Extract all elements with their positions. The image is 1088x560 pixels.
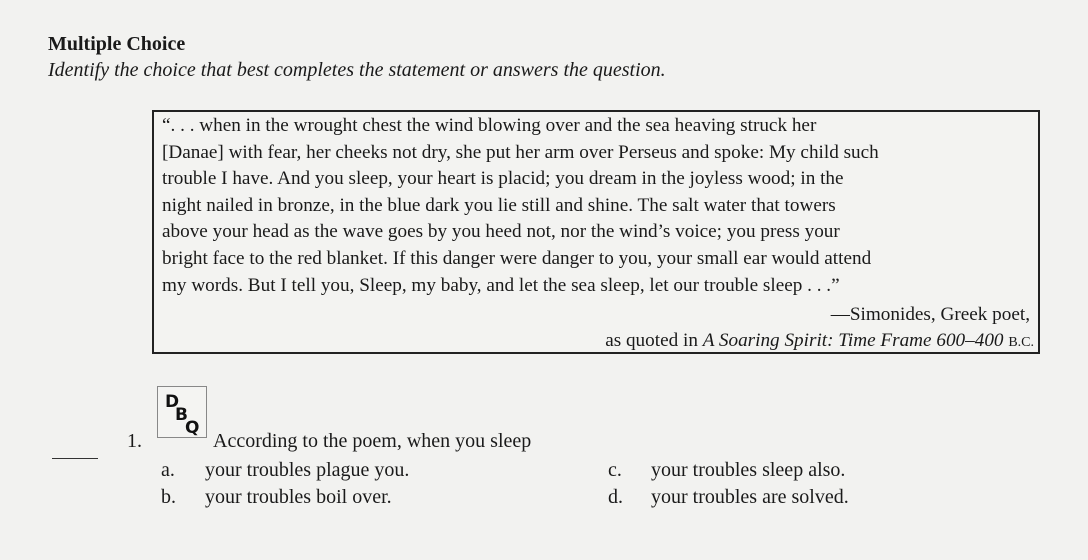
quote-line: bright face to the red blanket. If this danger were danger to you, your small ear would attend	[162, 247, 872, 269]
quote-attribution-author: —Simonides, Greek poet,	[830, 304, 1030, 325]
question-number: 1.	[127, 430, 142, 452]
option-a-letter: a.	[161, 459, 175, 481]
section-heading: Multiple Choice	[48, 33, 186, 55]
quote-line: [Danae] with fear, her cheeks not dry, she put her arm over Perseus and spoke: My child such	[162, 141, 879, 163]
dbq-icon	[157, 386, 207, 438]
option-d-text: your troubles are solved.	[651, 486, 849, 508]
attribution-prefix: as quoted in	[605, 330, 703, 351]
option-a-text: your troubles plague you.	[205, 459, 410, 481]
dbq-letter: D	[165, 392, 180, 412]
attribution-title: A Soaring Spirit: Time Frame 600–400	[702, 330, 1004, 351]
answer-blank[interactable]	[52, 458, 98, 459]
dbq-letter: Q	[185, 418, 200, 437]
attribution-era: B.C.	[1008, 335, 1034, 350]
quote-text	[162, 113, 1034, 299]
quote-attribution-source	[605, 330, 1034, 352]
quote-line: trouble I have. And you sleep, your heart is placid; you dream in the joyless wood; in the	[162, 168, 844, 190]
option-b-text: your troubles boil over.	[205, 486, 392, 508]
quote-line: my words. But I tell you, Sleep, my baby, and let the sea sleep, let our trouble sleep . . .”	[162, 274, 840, 296]
option-d-letter: d.	[608, 486, 623, 508]
quote-line: night nailed in bronze, in the blue dark you lie still and shine. The salt water that towers	[162, 194, 836, 216]
section-instructions: Identify the choice that best completes the statement or answers the question.	[48, 59, 666, 81]
dbq-letter: B	[175, 405, 188, 425]
option-b-letter: b.	[161, 486, 176, 508]
option-c-text: your troubles sleep also.	[651, 459, 846, 481]
option-c-letter: c.	[608, 459, 622, 481]
quote-line: “. . . when in the wrought chest the wind blowing over and the sea heaving struck her	[162, 115, 817, 136]
question-stem: According to the poem, when you sleep	[213, 430, 532, 452]
quote-line: above your head as the wave goes by you heed not, nor the wind’s voice; you press your	[162, 221, 840, 243]
